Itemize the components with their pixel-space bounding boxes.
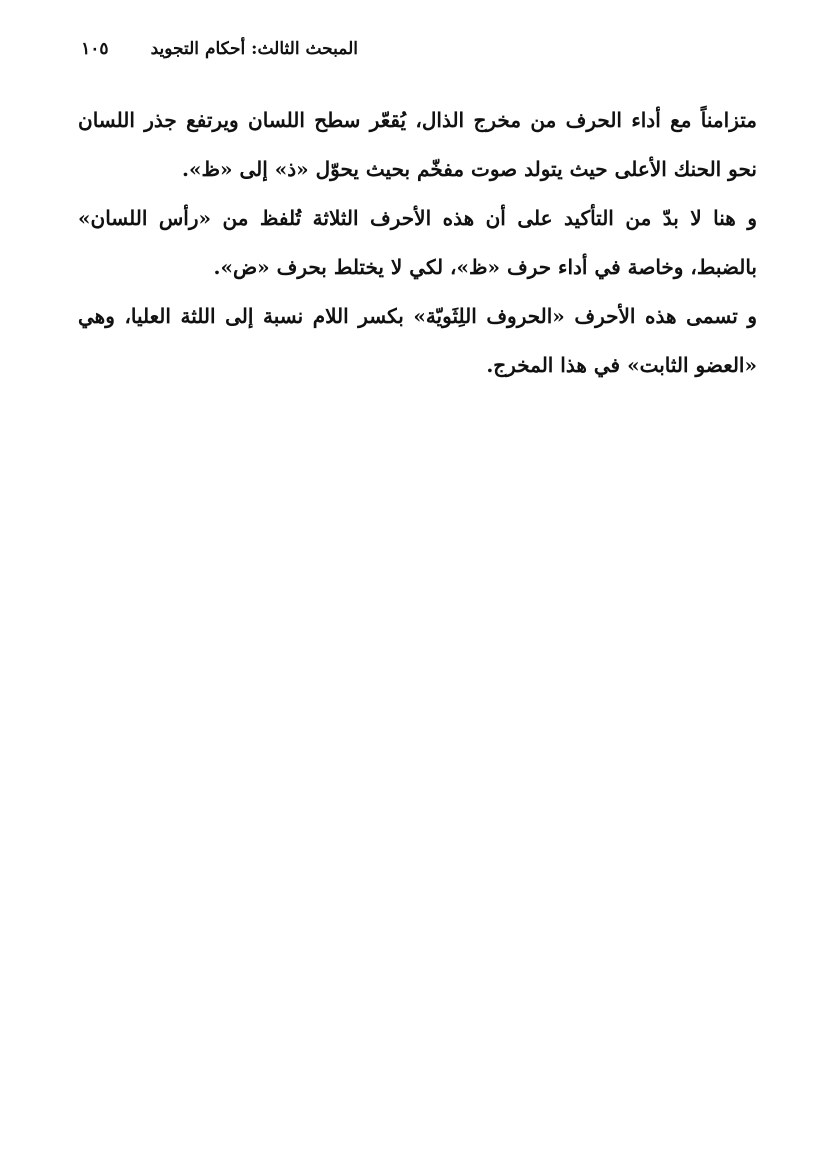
page-number: ١٠٥	[81, 39, 109, 59]
running-header	[78, 34, 358, 64]
paragraph-3: و تسمى هذه الأحرف «الحروف اللِثَويّة» بكسر اللام نسبة إلى اللثة العليا، وهي «العضو الثابت» في هذا المخرج.	[78, 304, 757, 377]
body-text	[78, 96, 757, 390]
chapter-title: المبحث الثالث: أحكام التجويد	[150, 39, 358, 59]
paragraph-2: و هنا لا بدّ من التأكيد على أن هذه الأحرف الثلاثة تُلفظ من «رأس اللسان» بالضبط، وخاصة في أداء حرف «ظ»، لكي لا يختلط بحرف «ض».	[78, 206, 757, 279]
paragraph-1: متزامناً مع أداء الحرف من مخرج الذال، يُقعّر سطح اللسان ويرتفع جذر اللسان نحو الحنك الأعلى حيث يتولد صوت مفخّم بحيث يحوّل «ذ» إلى «ظ».	[78, 108, 757, 181]
